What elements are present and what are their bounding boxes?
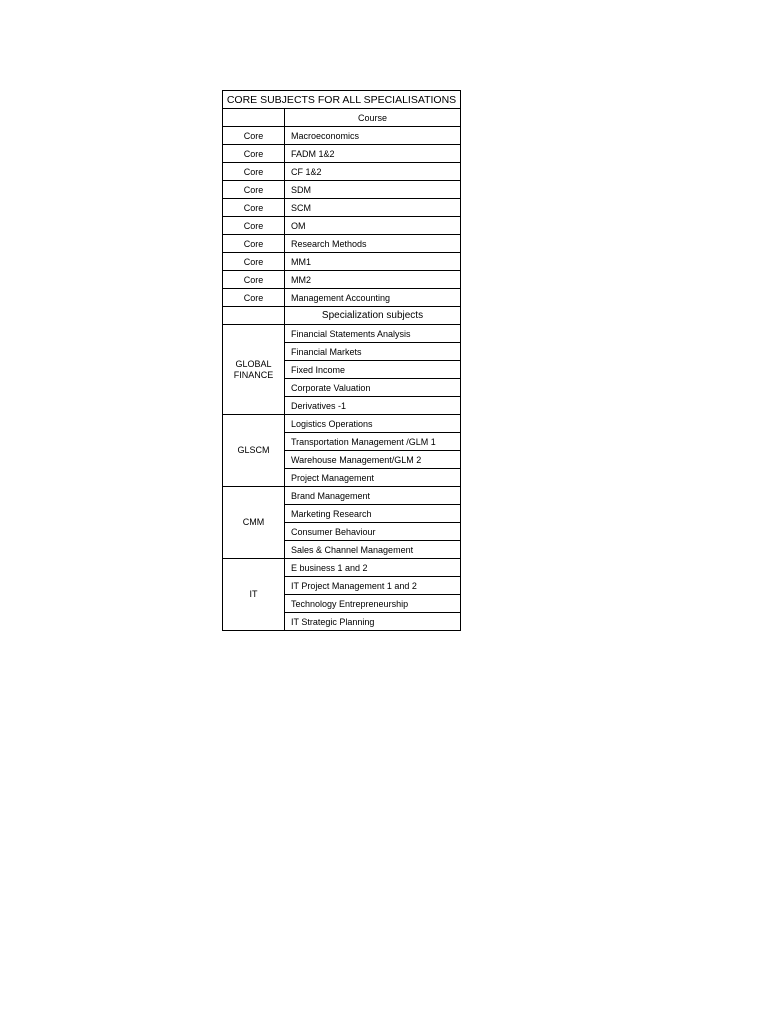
core-course-cell: MM1 [285,253,461,271]
core-category-cell: Core [223,145,285,163]
header-blank-cell [223,109,285,127]
core-category-cell: Core [223,271,285,289]
core-row [223,271,461,289]
specialization-course-cell: Warehouse Management/GLM 2 [285,451,461,469]
specialization-course-cell: IT Project Management 1 and 2 [285,577,461,595]
core-category-cell: Core [223,199,285,217]
core-course-cell: MM2 [285,271,461,289]
core-category-cell: Core [223,163,285,181]
specialization-blank-cell [223,307,285,325]
title-row [223,91,461,109]
specialization-course-cell: Fixed Income [285,361,461,379]
course-column-header: Course [285,109,461,127]
specialization-header-row [223,307,461,325]
specialization-course-cell: Derivatives -1 [285,397,461,415]
core-category-cell: Core [223,289,285,307]
specialization-row [223,487,461,505]
core-row [223,181,461,199]
group-name-cell: GLSCM [223,415,285,487]
core-row [223,289,461,307]
group-name-cell: IT [223,559,285,631]
group-name-cell: CMM [223,487,285,559]
specialization-course-cell: Technology Entrepreneurship [285,595,461,613]
core-course-cell: SDM [285,181,461,199]
core-row [223,217,461,235]
specialization-row [223,559,461,577]
core-row [223,199,461,217]
specialization-course-cell: Project Management [285,469,461,487]
specialization-course-cell: IT Strategic Planning [285,613,461,631]
core-row [223,145,461,163]
specialization-course-cell: Marketing Research [285,505,461,523]
core-row [223,127,461,145]
core-category-cell: Core [223,235,285,253]
specialization-course-cell: Sales & Channel Management [285,541,461,559]
core-category-cell: Core [223,127,285,145]
core-category-cell: Core [223,181,285,199]
specialization-row [223,415,461,433]
specialization-course-cell: Corporate Valuation [285,379,461,397]
core-row [223,163,461,181]
subjects-table [222,90,461,631]
core-course-cell: Macroeconomics [285,127,461,145]
core-course-cell: CF 1&2 [285,163,461,181]
core-course-cell: SCM [285,199,461,217]
specialization-course-cell: Brand Management [285,487,461,505]
core-row [223,253,461,271]
specialization-course-cell: Financial Markets [285,343,461,361]
core-category-cell: Core [223,253,285,271]
group-name-cell: GLOBAL FINANCE [223,325,285,415]
specialization-course-cell: Financial Statements Analysis [285,325,461,343]
header-row [223,109,461,127]
core-course-cell: Research Methods [285,235,461,253]
core-category-cell: Core [223,217,285,235]
table-title: CORE SUBJECTS FOR ALL SPECIALISATIONS [223,91,461,109]
specialization-course-cell: Consumer Behaviour [285,523,461,541]
specialization-header: Specialization subjects [285,307,461,325]
core-course-cell: FADM 1&2 [285,145,461,163]
specialization-course-cell: Transportation Management /GLM 1 [285,433,461,451]
core-row [223,235,461,253]
specialization-course-cell: E business 1 and 2 [285,559,461,577]
specialization-row [223,325,461,343]
specialization-course-cell: Logistics Operations [285,415,461,433]
core-course-cell: Management Accounting [285,289,461,307]
core-course-cell: OM [285,217,461,235]
